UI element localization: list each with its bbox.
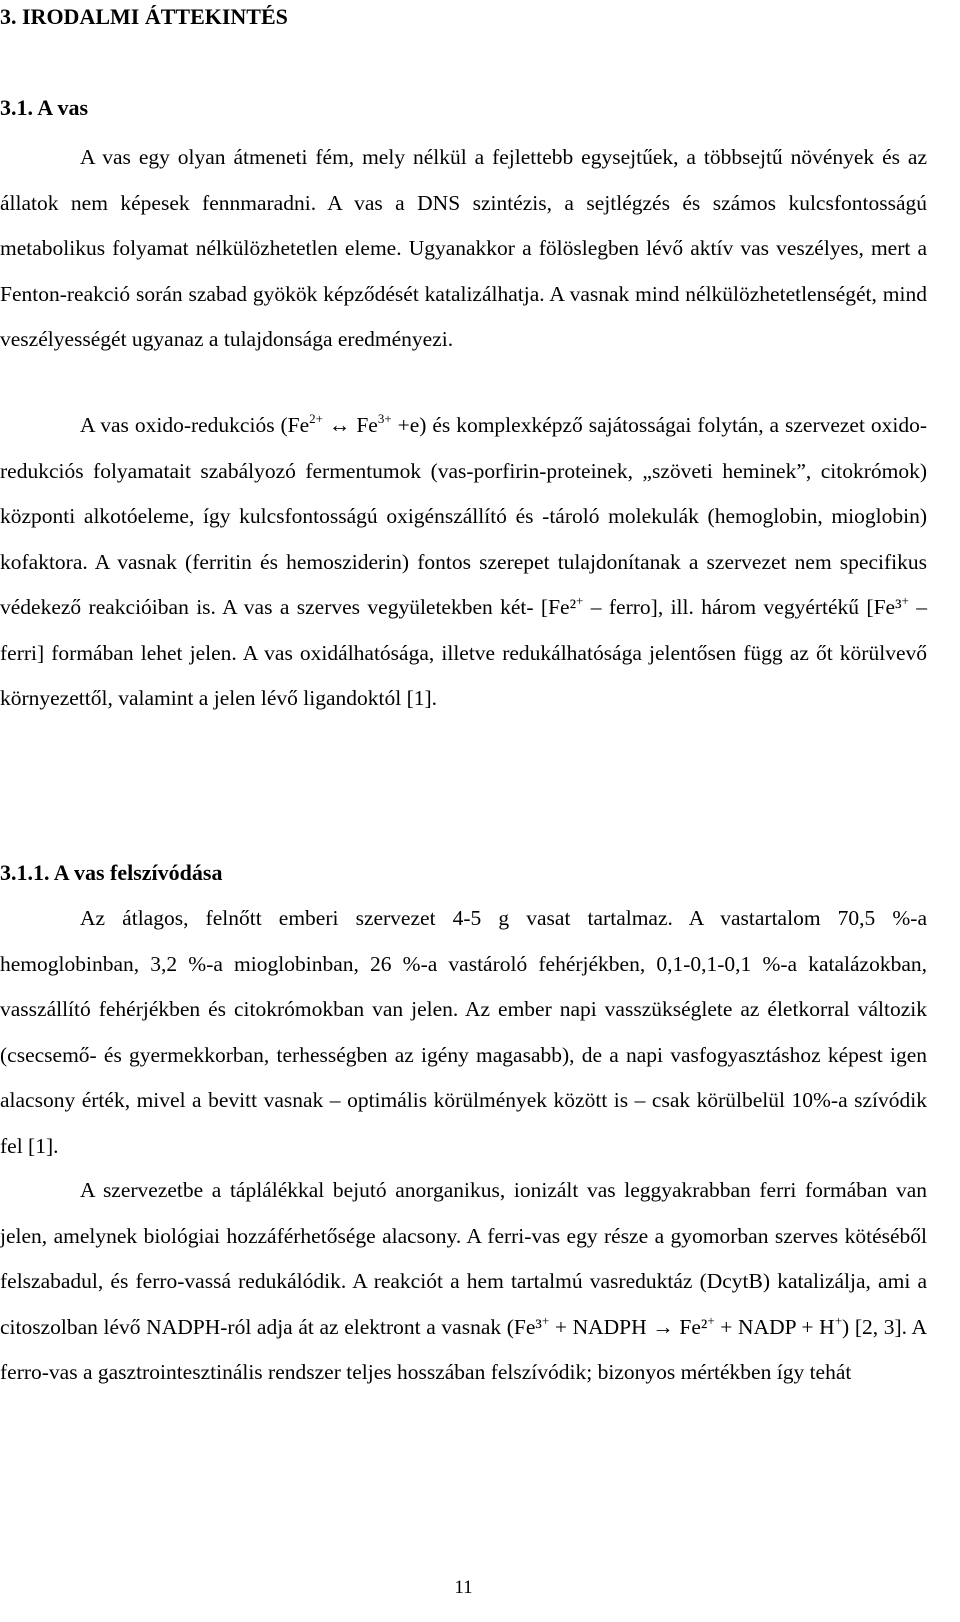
superscript: + [901,593,909,608]
superscript: + [576,593,584,608]
paragraph-redox-text: +e) és komplexképző sajátosságai folytán, a szervezet oxido-redukciós folyamatait szabályozó fermentumok (vas-porfirin-proteinek, „szöveti heminek”, citokrómok) központi alkotóeleme, így kulcsfontosságú oxigénszállító és -tároló molekulák (hemoglobin, mioglobin) kofaktora. A vasnak (ferritin és hemosziderin) fontos szerepet tulajdonítanak a szervezet nem specifikus védekező reakcióiban is. A vas a szerves vegyületekben két- [Fe² [0,413,928,619]
section-heading: 3.1. A vas [0,95,89,120]
paragraph-absorption [0,896,927,1169]
paragraph-intro-text: A vas egy olyan átmeneti fém, mely nélkül a fejlettebb egysejtűek, a többsejtű növények és az állatok nem képesek fennmaradni. A vas a DNS szintézis, a sejtlégzés és számos kulcsfontosságú metabolikus folyamat nélkülözhetetlen eleme. Ugyanakkor a fölöslegben lévő aktív vas veszélyes, mert a Fenton-reakció során szabad gyökök képződését katalizálhatja. A vasnak mind nélkülözhetetlenségét, mind veszélyességét ugyanaz a tulajdonsága eredményezi. [0,145,927,351]
superscript: 2+ [309,411,323,426]
paragraph-reduction-text: A szervezetbe a táplálékkal bejutó anorganikus, ionizált vas leggyakrabban ferri formában van jelen, amelynek biológiai hozzáférhetősége alacsony. A ferri-vas egy része a gyomorban szerves kötéséből felszabadul, és ferro-vassá redukálódik. A reakciót a hem tartalmú vasreduktáz (DcytB) katalizálja, ami a citoszolban lévő NADPH-ról adja át az elektront a vasnak (Fe³ [0,1178,927,1339]
paragraph-redox [0,403,927,722]
subsection-heading: 3.1.1. A vas felszívódása [0,860,223,885]
paragraph-redox-text: – ferro], ill. három vegyértékű [Fe³ [583,595,902,619]
paragraph-intro [0,135,927,363]
chapter-heading: 3. IRODALMI ÁTTEKINTÉS [0,4,288,29]
paragraph-redox-text: A vas oxido-redukciós (Fe [80,413,310,437]
superscript: + [541,1312,550,1328]
paragraph-reduction-text: + NADP + H [714,1314,835,1339]
paragraph-reduction-text: + NADPH → Fe² [549,1314,708,1339]
superscript: + [834,1312,843,1328]
paragraph-reduction-text: ) [2, 3]. A ferro-vas a gasztrointesztinális rendszer teljes hosszában felszívódik; bizonyos mértékben így tehát [0,1314,927,1384]
paragraph-redox-text: ↔ Fe [323,413,378,437]
paragraph-absorption-text: Az átlagos, felnőtt emberi szervezet 4-5 g vasat tartalmaz. A vastartalom 70,5 %-a hemoglobinban, 3,2 %-a mioglobinban, 26 %-a vastároló fehérjékben, 0,1-0,1-0,1 %-a katalázokban, vasszállító fehérjékben és citokrómokban van jelen. Az ember napi vasszükséglete az életkorral változik (csecsemő- és gyermekkorban, terhességben az igény magasabb), de a napi vasfogyasztáshoz képest igen alacsony érték, mivel a bevitt vasnak – optimális körülmények között is – csak körülbelül 10%-a szívódik fel [1]. [0,906,927,1158]
paragraph-redox-text: – ferri] formában lehet jelen. A vas oxidálhatósága, illetve redukálhatósága jelentősen függ az őt körülvevő környezettől, valamint a jelen lévő ligandoktól [1]. [0,595,927,710]
superscript: + [707,1312,715,1328]
superscript: 3+ [377,411,392,426]
page-number: 11 [454,1577,473,1598]
paragraph-reduction [0,1168,927,1396]
